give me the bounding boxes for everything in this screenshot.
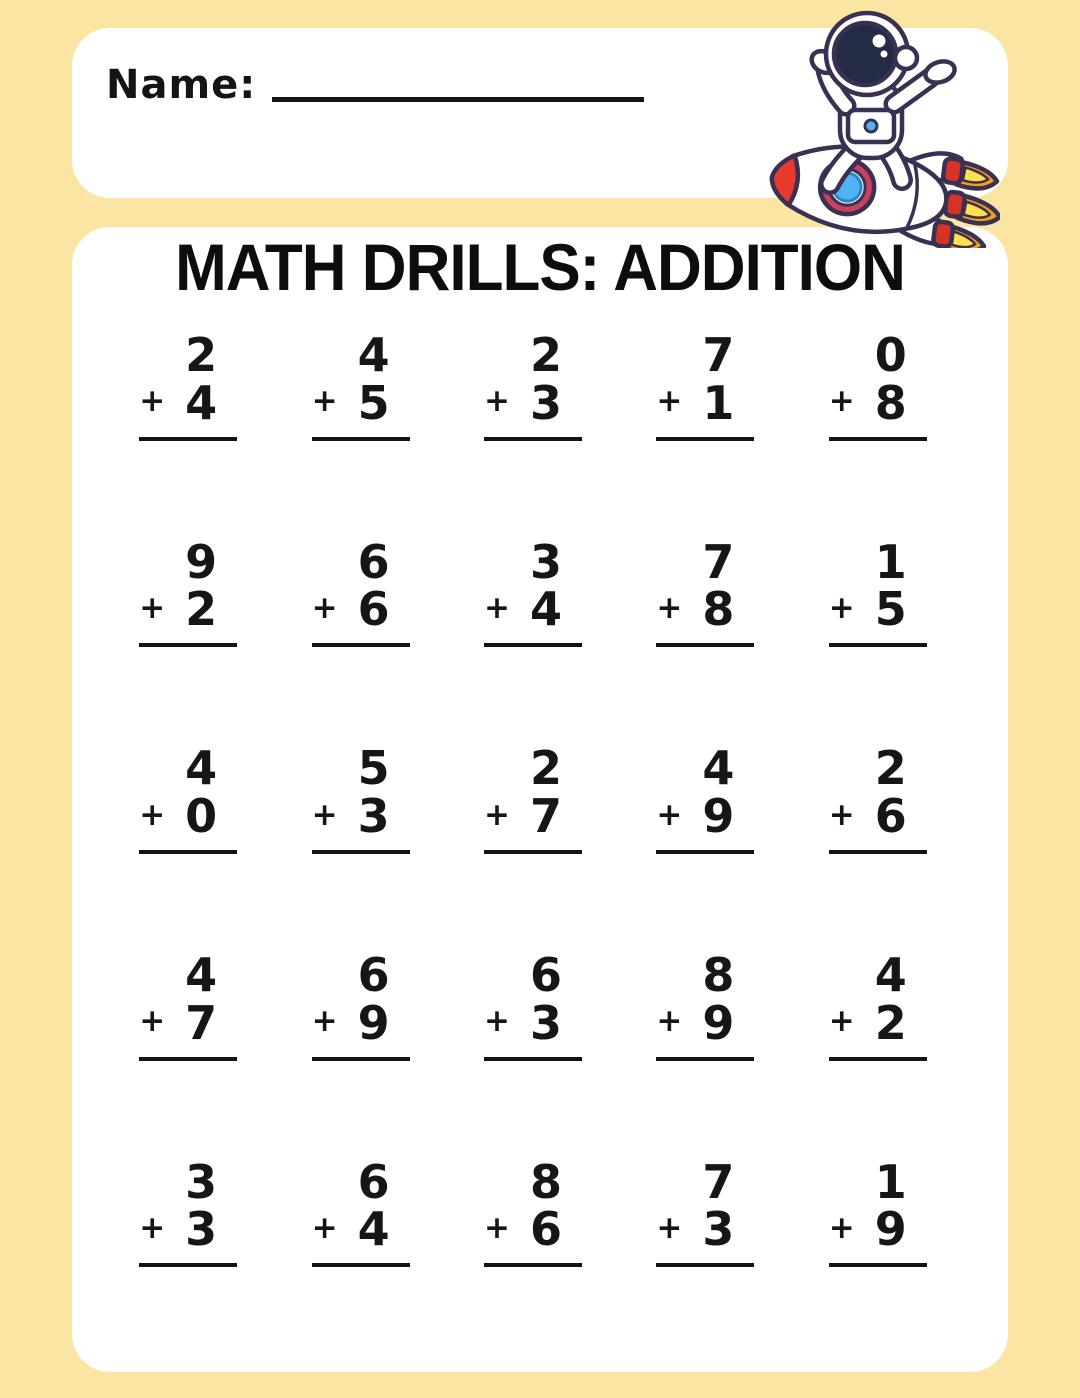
addition-problem-20 — [828, 947, 927, 1061]
answer-line — [139, 643, 237, 647]
problems-grid — [102, 328, 964, 1267]
addend-bottom: 6 — [529, 1202, 562, 1257]
answer-line — [139, 1057, 237, 1061]
plus-icon: + — [311, 1210, 338, 1247]
answer-line — [484, 1057, 582, 1061]
addend-bottom: 3 — [357, 789, 390, 844]
addend-bottom: 6 — [874, 789, 907, 844]
addend-top: 2 — [529, 328, 562, 382]
answer-line — [484, 437, 582, 441]
addition-problem-11 — [139, 741, 237, 854]
plus-icon: + — [139, 590, 166, 627]
plus-icon: + — [311, 1003, 338, 1040]
addend-bottom: 3 — [529, 995, 562, 1050]
answer-line — [656, 437, 754, 441]
addend-top: 4 — [357, 328, 390, 382]
answer-line — [656, 850, 754, 854]
addition-problem-13 — [483, 741, 582, 854]
answer-line — [656, 643, 754, 647]
addend-bottom: 6 — [357, 582, 390, 637]
addend-top: 2 — [874, 741, 907, 796]
plus-icon: + — [656, 1210, 683, 1247]
addend-bottom: 3 — [185, 1202, 218, 1257]
answer-line — [312, 437, 410, 441]
answer-line — [829, 1263, 927, 1267]
plus-icon: + — [483, 796, 510, 833]
addend-top: 3 — [529, 534, 562, 589]
addition-problem-15 — [828, 741, 927, 854]
plus-icon: + — [828, 796, 855, 833]
addition-problem-3 — [483, 328, 582, 441]
addend-top: 6 — [357, 534, 390, 589]
addition-problem-8 — [483, 534, 582, 648]
addend-bottom: 9 — [874, 1202, 907, 1257]
addend-bottom: 2 — [874, 995, 907, 1050]
addend-top: 1 — [874, 534, 907, 589]
name-blank-line — [272, 97, 644, 102]
addend-bottom: 7 — [185, 995, 218, 1050]
answer-line — [139, 1263, 237, 1267]
plus-icon: + — [139, 1003, 166, 1040]
addend-bottom: 0 — [185, 789, 218, 844]
addition-problem-19 — [656, 947, 754, 1061]
addend-top: 7 — [702, 534, 735, 589]
addition-problem-21 — [139, 1154, 237, 1268]
addend-bottom: 8 — [874, 375, 907, 430]
answer-line — [312, 1057, 410, 1061]
addend-bottom: 9 — [702, 995, 735, 1050]
addend-top: 4 — [702, 741, 735, 796]
plus-icon: + — [828, 1003, 855, 1040]
plus-icon: + — [828, 590, 855, 627]
addend-top: 1 — [874, 1154, 907, 1209]
addend-bottom: 5 — [874, 582, 907, 637]
addend-bottom: 8 — [702, 582, 735, 637]
addend-bottom: 2 — [185, 582, 218, 637]
addend-top: 0 — [874, 328, 907, 382]
answer-line — [484, 643, 582, 647]
addend-bottom: 1 — [702, 375, 735, 430]
addition-problem-7 — [311, 534, 410, 648]
addition-problem-22 — [311, 1154, 410, 1268]
answer-line — [312, 643, 410, 647]
addend-top: 7 — [702, 328, 735, 382]
addition-problem-10 — [828, 534, 927, 648]
answer-line — [829, 643, 927, 647]
addend-top: 6 — [357, 947, 390, 1002]
addition-problem-18 — [483, 947, 582, 1061]
addend-top: 8 — [702, 947, 735, 1002]
addition-problem-2 — [311, 328, 410, 441]
addend-top: 7 — [702, 1154, 735, 1209]
plus-icon: + — [656, 383, 683, 420]
addition-problem-6 — [139, 534, 237, 648]
plus-icon: + — [483, 383, 510, 420]
worksheet-card — [72, 227, 1008, 1372]
addend-top: 5 — [357, 741, 390, 796]
plus-icon: + — [656, 1003, 683, 1040]
addend-top: 4 — [185, 947, 218, 1002]
plus-icon: + — [139, 796, 166, 833]
addition-problem-4 — [656, 328, 754, 441]
addition-problem-14 — [656, 741, 754, 854]
answer-line — [829, 437, 927, 441]
addition-problem-1 — [139, 328, 237, 441]
answer-line — [829, 1057, 927, 1061]
addend-bottom: 7 — [529, 789, 562, 844]
addend-top: 9 — [185, 534, 218, 589]
plus-icon: + — [828, 383, 855, 420]
answer-line — [312, 850, 410, 854]
plus-icon: + — [311, 383, 338, 420]
answer-line — [139, 850, 237, 854]
plus-icon: + — [311, 796, 338, 833]
addend-bottom: 3 — [529, 375, 562, 430]
addend-bottom: 4 — [529, 582, 562, 637]
answer-line — [484, 850, 582, 854]
addend-top: 4 — [185, 741, 218, 796]
addend-bottom: 5 — [357, 375, 390, 430]
plus-icon: + — [656, 590, 683, 627]
addend-bottom: 9 — [357, 995, 390, 1050]
name-label: Name: — [106, 62, 257, 108]
addend-bottom: 9 — [702, 789, 735, 844]
addend-bottom: 4 — [357, 1202, 390, 1257]
answer-line — [656, 1057, 754, 1061]
plus-icon: + — [483, 590, 510, 627]
plus-icon: + — [656, 796, 683, 833]
addend-bottom: 3 — [702, 1202, 735, 1257]
answer-line — [484, 1263, 582, 1267]
answer-line — [829, 850, 927, 854]
addend-top: 2 — [185, 328, 218, 382]
answer-line — [139, 437, 237, 441]
addition-problem-12 — [311, 741, 410, 854]
worksheet-title: MATH DRILLS: ADDITION — [175, 231, 905, 306]
addition-problem-25 — [828, 1154, 927, 1268]
plus-icon: + — [139, 383, 166, 420]
addend-top: 2 — [529, 741, 562, 796]
astronaut-rocket-illustration — [760, 8, 1000, 248]
answer-line — [656, 1263, 754, 1267]
addend-top: 6 — [529, 947, 562, 1002]
addition-problem-16 — [139, 947, 237, 1061]
addend-top: 3 — [185, 1154, 218, 1209]
plus-icon: + — [483, 1003, 510, 1040]
addend-bottom: 4 — [185, 375, 218, 430]
plus-icon: + — [139, 1210, 166, 1247]
addend-top: 8 — [529, 1154, 562, 1209]
addition-problem-24 — [656, 1154, 754, 1268]
plus-icon: + — [483, 1210, 510, 1247]
astronaut-rocket-svg — [760, 8, 1000, 248]
plus-icon: + — [311, 590, 338, 627]
addition-problem-17 — [311, 947, 410, 1061]
addition-problem-5 — [828, 328, 927, 441]
addend-top: 4 — [874, 947, 907, 1002]
plus-icon: + — [828, 1210, 855, 1247]
answer-line — [312, 1263, 410, 1267]
addition-problem-9 — [656, 534, 754, 648]
addend-top: 6 — [357, 1154, 390, 1209]
addition-problem-23 — [483, 1154, 582, 1268]
